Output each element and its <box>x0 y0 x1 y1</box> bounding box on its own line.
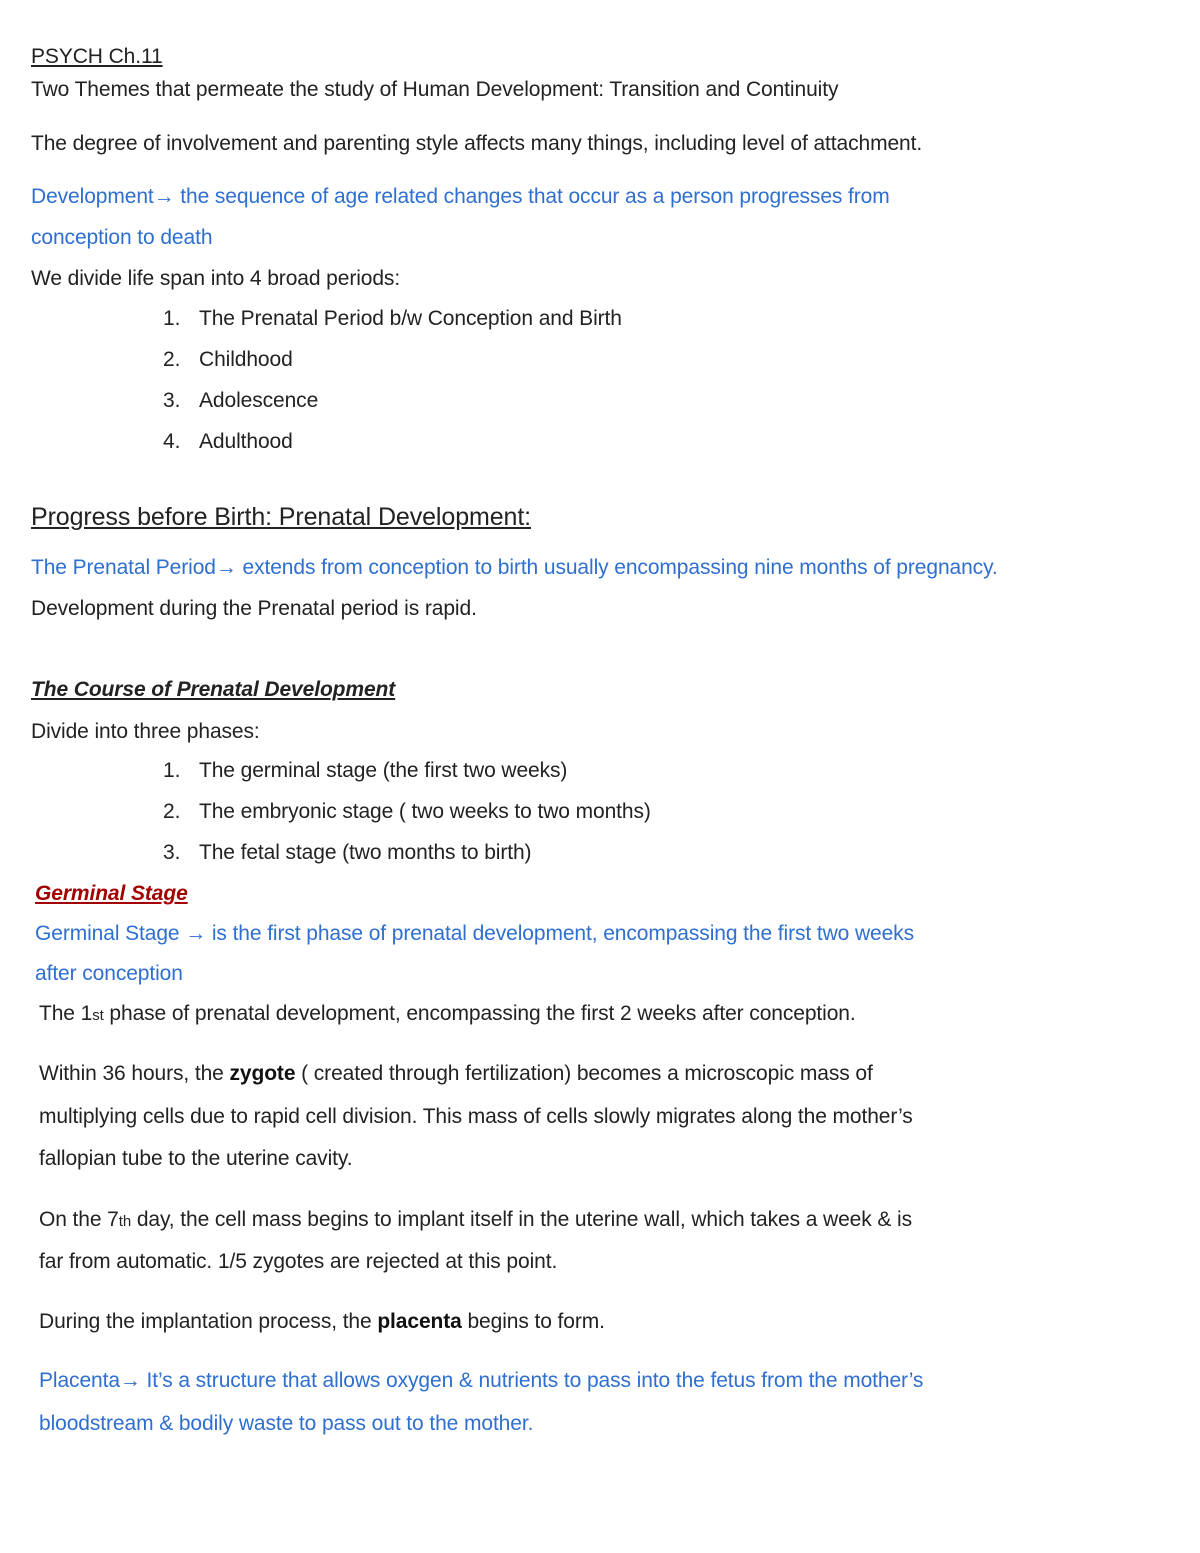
bold-term-placenta: placenta <box>377 1310 462 1333</box>
germinal-heading: Germinal Stage <box>35 882 188 905</box>
zygote-paragraph-line-2: multiplying cells due to rapid cell division. This mass of cells slowly migrates along the mother’s <box>39 1105 913 1128</box>
list-text: Adolescence <box>199 389 319 412</box>
germinal-definition-line-1: Germinal Stage → is the first phase of prenatal development, encompassing the first two weeks <box>35 922 914 945</box>
zygote-paragraph-line-3: fallopian tube to the uterine cavity. <box>39 1147 353 1170</box>
period-list-item <box>163 429 293 455</box>
placenta-paragraph <box>39 1309 605 1335</box>
themes-line: Two Themes that permeate the study of Human Development: Transition and Continuity <box>31 78 839 101</box>
ordinal-suffix: th <box>118 1213 132 1230</box>
list-number: 2. <box>163 800 181 823</box>
text-span: ( created through fertilization) becomes a microscopic mass of <box>295 1062 873 1085</box>
text-span: Within 36 hours, the <box>39 1062 230 1085</box>
phase-list-item <box>163 799 651 825</box>
list-text: Childhood <box>199 348 293 371</box>
implant-paragraph-line-1 <box>39 1207 912 1235</box>
phase-list-item <box>163 758 567 784</box>
list-number: 1. <box>163 307 181 330</box>
period-list-item <box>163 388 318 414</box>
prenatal-rapid-line: Development during the Prenatal period is rapid. <box>31 597 477 620</box>
placenta-definition-line-1: Placenta→ It’s a structure that allows oxygen & nutrients to pass into the fetus from the mother’s <box>39 1369 924 1392</box>
list-number: 4. <box>163 430 181 453</box>
list-text: The Prenatal Period b/w Conception and Birth <box>199 307 622 330</box>
prenatal-period-definition: The Prenatal Period→ extends from conception to birth usually encompassing nine months of pregnancy. <box>31 556 998 579</box>
list-text: The fetal stage (two months to birth) <box>199 841 532 864</box>
text-span: The 1 <box>39 1002 93 1025</box>
list-number: 3. <box>163 841 181 864</box>
list-text: The embryonic stage ( two weeks to two months) <box>199 800 651 823</box>
course-heading: The Course of Prenatal Development <box>31 678 396 701</box>
first-phase-paragraph <box>39 1001 856 1029</box>
placenta-definition-line-2: bloodstream & bodily waste to pass out to the mother. <box>39 1412 534 1435</box>
prenatal-heading: Progress before Birth: Prenatal Development: <box>31 503 532 531</box>
period-list-item <box>163 347 293 373</box>
list-number: 1. <box>163 759 181 782</box>
list-number: 3. <box>163 389 181 412</box>
lifespan-intro: We divide life span into 4 broad periods: <box>31 267 401 290</box>
course-intro: Divide into three phases: <box>31 720 260 743</box>
text-span: During the implantation process, the <box>39 1310 378 1333</box>
germinal-definition-line-2: after conception <box>35 962 183 985</box>
development-definition-line-2: conception to death <box>31 226 213 249</box>
phase-list-item <box>163 840 531 866</box>
text-span: On the 7 <box>39 1208 119 1231</box>
document-title: PSYCH Ch.11 <box>31 45 163 68</box>
text-span: day, the cell mass begins to implant itself in the uterine wall, which takes a week & is <box>131 1208 912 1231</box>
text-span: begins to form. <box>461 1310 605 1333</box>
text-span: phase of prenatal development, encompassing the first 2 weeks after conception. <box>103 1002 856 1025</box>
list-text: The germinal stage (the first two weeks) <box>199 759 568 782</box>
list-number: 2. <box>163 348 181 371</box>
development-definition-line-1: Development→ the sequence of age related changes that occur as a person progresses from <box>31 185 890 208</box>
zygote-paragraph-line-1 <box>39 1061 873 1087</box>
involvement-paragraph: The degree of involvement and parenting style affects many things, including level of attachment. <box>31 132 923 155</box>
implant-paragraph-line-2: far from automatic. 1/5 zygotes are rejected at this point. <box>39 1250 558 1273</box>
ordinal-suffix: st <box>92 1007 104 1024</box>
list-text: Adulthood <box>199 430 293 453</box>
bold-term-zygote: zygote <box>229 1062 296 1085</box>
period-list-item <box>163 306 622 332</box>
